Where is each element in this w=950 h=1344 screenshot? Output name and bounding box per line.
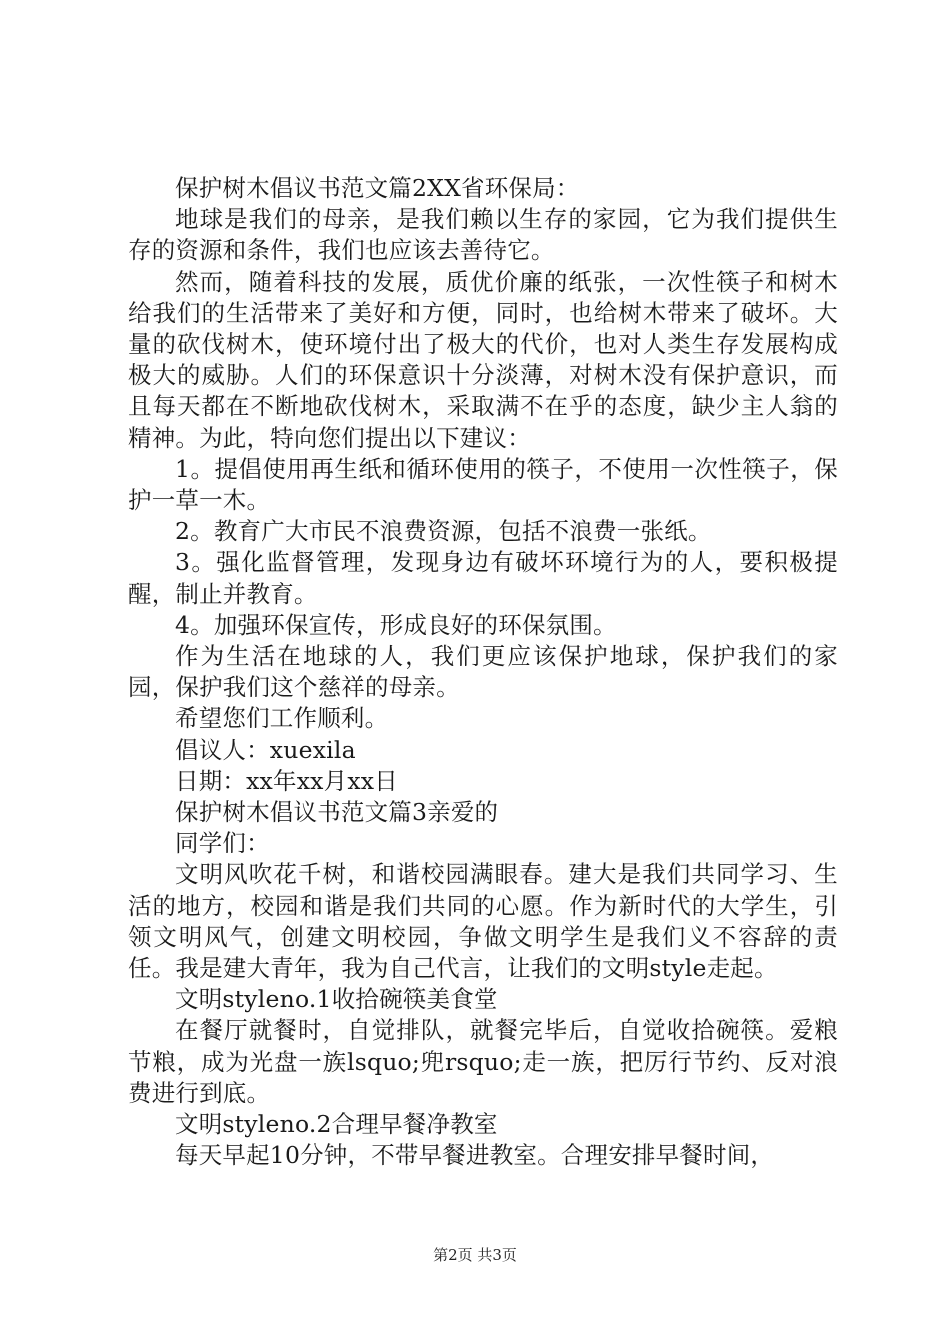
closing-line: 希望您们工作顺利。 [175, 704, 389, 733]
heading-chapter-2: 保护树木倡议书范文篇2XX省环保局： [175, 174, 580, 202]
paragraph: 文明风吹花千树，和谐校园满眼春。建大是我们共同学习、生活的地方，校园和谐是我们共同的心愿。作为新时代的大学生，引领文明风气，创建文明校园，争做文明学生是我们义不容辞的责任。我是建大青年，我为自己代言，让我们的文明style走起。 [128, 860, 838, 983]
section-heading: 文明styleno.2合理早餐净教室 [175, 1110, 498, 1139]
paragraph: 作为生活在地球的人，我们更应该保护地球，保护我们的家园，保护我们这个慈祥的母亲。 [128, 642, 838, 702]
salutation: 同学们： [175, 829, 270, 858]
list-item: 1。提倡使用再生纸和循环使用的筷子，不使用一次性筷子，保护一草一木。 [128, 454, 838, 515]
page-number-footer: 第2页 共3页 [433, 1246, 517, 1264]
list-item: 4。加强环保宣传，形成良好的环保氛围。 [175, 610, 617, 639]
paragraph: 地球是我们的母亲，是我们赖以生存的家园，它为我们提供生存的资源和条件，我们也应该去善待它。 [128, 205, 838, 265]
section-heading: 文明styleno.1收拾碗筷美食堂 [175, 985, 498, 1014]
heading-chapter-3: 保护树木倡议书范文篇3亲爱的 [175, 798, 499, 827]
paragraph: 每天早起10分钟，不带早餐进教室。合理安排早餐时间， [175, 1141, 775, 1170]
list-item: 3。强化监督管理，发现身边有破坏环境行为的人，要积极提醒，制止并教育。 [128, 548, 838, 608]
date-line: 日期：xx年xx月xx日 [175, 766, 398, 795]
document-body [128, 173, 838, 1172]
list-item: 2。教育广大市民不浪费资源，包括不浪费一张纸。 [175, 517, 712, 546]
paragraph: 然而，随着科技的发展，质优价廉的纸张，一次性筷子和树木给我们的生活带来了美好和方便，同时，也给树木带来了破坏。大量的砍伐树木，使环境付出了极大的代价，也对人类生存发展构成极大的威胁。人们的环保意识十分淡薄，对树木没有保护意识，而且每天都在不断地砍伐树木，采取满不在乎的态度，缺少主人翁的精神。为此，特向您们提出以下建议： [128, 267, 838, 452]
paragraph: 在餐厅就餐时，自觉排队，就餐完毕后，自觉收拾碗筷。爱粮节粮，成为光盘一族lsquo;兜rsquo;走一族，把厉行节约、反对浪费进行到底。 [128, 1016, 838, 1107]
signature-line: 倡议人：xuexila [175, 735, 356, 764]
